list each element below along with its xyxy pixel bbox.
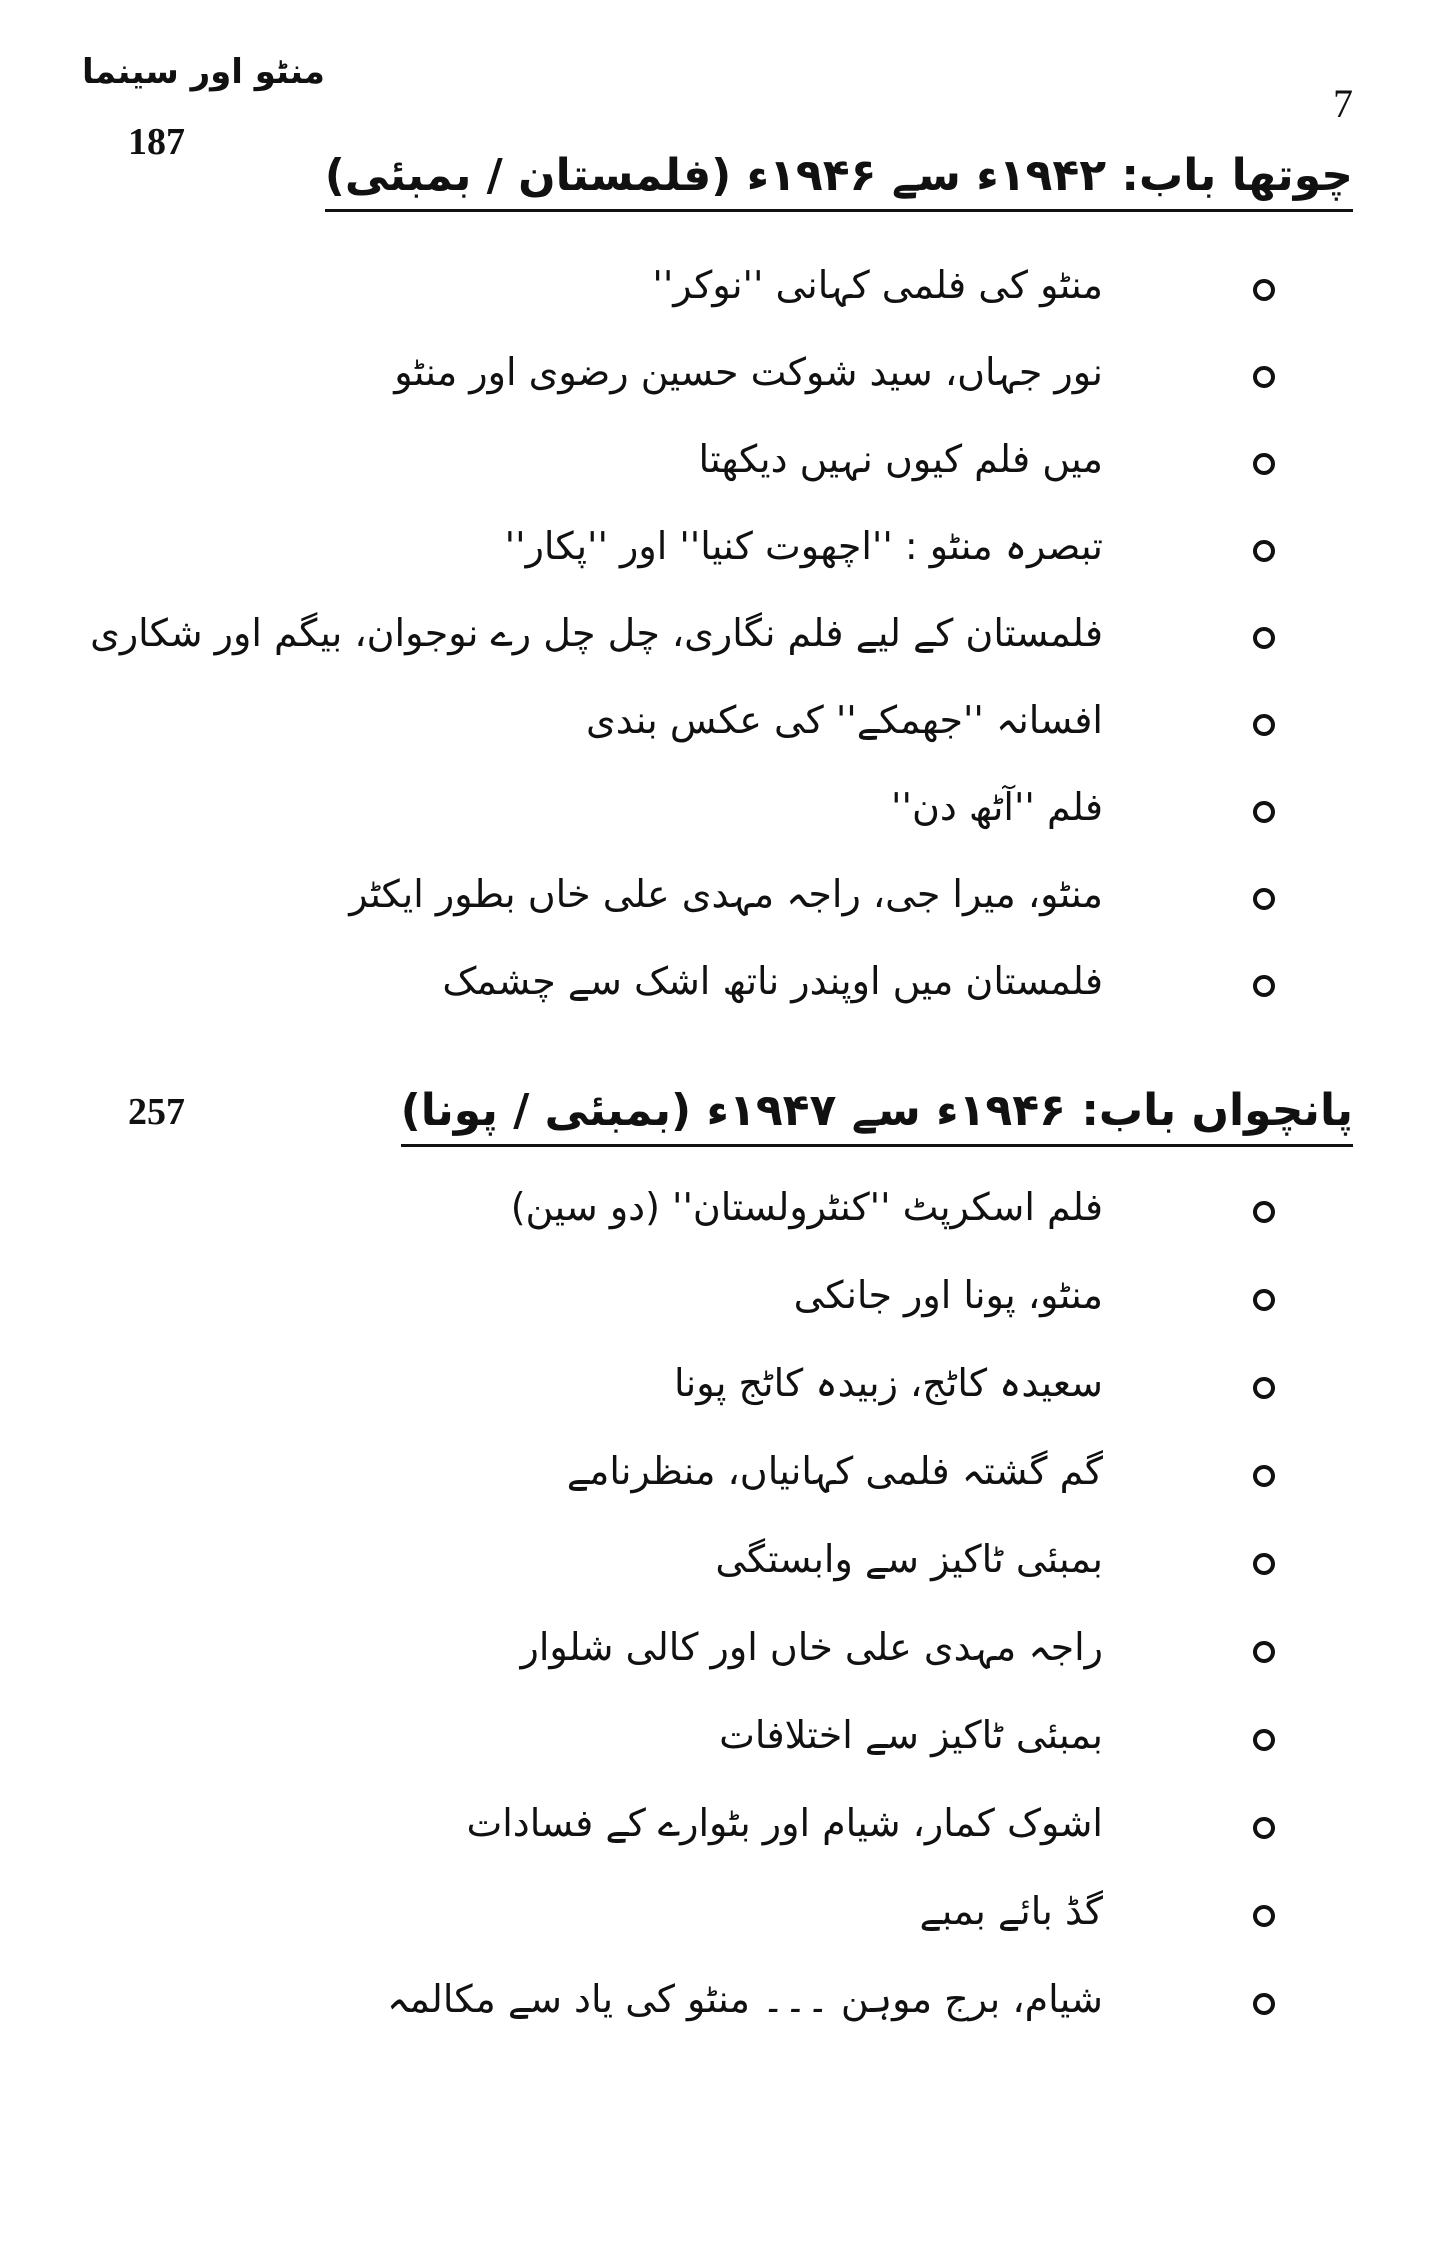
entry-text: میں فلم کیوں نہیں دیکھتا	[698, 437, 1103, 481]
chapter-5-heading: پانچواں باب: ۱۹۴۶ء سے ۱۹۴۷ء (بمبئی / پونا)	[401, 1085, 1353, 1147]
entry-text: منٹو کی فلمی کہانی ''نوکر''	[652, 263, 1103, 307]
entry-text: بمبئی ٹاکیز سے اختلافات	[719, 1713, 1103, 1757]
circle-bullet-icon	[1253, 1465, 1275, 1487]
toc-entry	[0, 603, 1445, 687]
entry-text: فلم ''آٹھ دن''	[891, 785, 1103, 829]
toc-entry	[0, 1265, 1445, 1349]
toc-entry	[0, 516, 1445, 600]
entry-text: فلم اسکرپٹ ''کنٹرولستان'' (دو سین)	[510, 1185, 1103, 1229]
entry-text: منٹو، پونا اور جانکی	[793, 1273, 1103, 1317]
entry-text: گڈ بائے بمبے	[919, 1889, 1103, 1933]
chapter-4-page: 187	[128, 121, 185, 163]
entry-text: افسانہ ''جھمکے'' کی عکس بندی	[586, 698, 1103, 742]
entry-text: راجہ مہدی علی خاں اور کالی شلوار	[520, 1625, 1103, 1669]
circle-bullet-icon	[1253, 801, 1275, 823]
toc-entry	[0, 1881, 1445, 1965]
toc-entry	[0, 1969, 1445, 2053]
circle-bullet-icon	[1253, 1201, 1275, 1223]
toc-entry	[0, 777, 1445, 861]
entry-text: فلمستان کے لیے فلم نگاری، چل چل رے نوجوان، بیگم اور شکاری	[90, 611, 1103, 655]
entry-text: اشوک کمار، شیام اور بٹوارے کے فسادات	[466, 1801, 1103, 1845]
circle-bullet-icon	[1253, 714, 1275, 736]
circle-bullet-icon	[1253, 1289, 1275, 1311]
entry-text: فلمستان میں اوپندر ناتھ اشک سے چشمک	[442, 959, 1103, 1003]
toc-entry	[0, 690, 1445, 774]
entry-text: منٹو، میرا جی، راجہ مہدی علی خاں بطور ایکٹر	[349, 872, 1103, 916]
toc-entry	[0, 1353, 1445, 1437]
toc-entry	[0, 1441, 1445, 1525]
circle-bullet-icon	[1253, 1641, 1275, 1663]
circle-bullet-icon	[1253, 1905, 1275, 1927]
circle-bullet-icon	[1253, 453, 1275, 475]
circle-bullet-icon	[1253, 366, 1275, 388]
chapter-5-page: 257	[128, 1091, 185, 1133]
page-number: 7	[1333, 81, 1353, 126]
toc-entry	[0, 951, 1445, 1035]
chapter-4-heading: چوتھا باب: ۱۹۴۲ء سے ۱۹۴۶ء (فلمستان / بمبئی)	[325, 150, 1353, 212]
circle-bullet-icon	[1253, 540, 1275, 562]
entry-text: نور جہاں، سید شوکت حسین رضوی اور منٹو	[394, 350, 1103, 394]
toc-entry	[0, 1617, 1445, 1701]
toc-entry	[0, 342, 1445, 426]
circle-bullet-icon	[1253, 975, 1275, 997]
entry-text: شیام، برج موہن ۔۔۔ منٹو کی یاد سے مکالمہ	[387, 1977, 1103, 2021]
toc-entry	[0, 864, 1445, 948]
circle-bullet-icon	[1253, 1553, 1275, 1575]
circle-bullet-icon	[1253, 1993, 1275, 2015]
entry-text: بمبئی ٹاکیز سے وابستگی	[715, 1537, 1103, 1581]
toc-entry	[0, 1529, 1445, 1613]
circle-bullet-icon	[1253, 888, 1275, 910]
circle-bullet-icon	[1253, 279, 1275, 301]
toc-entry	[0, 1705, 1445, 1789]
circle-bullet-icon	[1253, 1729, 1275, 1751]
circle-bullet-icon	[1253, 1377, 1275, 1399]
circle-bullet-icon	[1253, 627, 1275, 649]
toc-entry	[0, 1177, 1445, 1261]
entry-text: تبصرہ منٹو : ''اچھوت کنیا'' اور ''پکار''	[504, 524, 1103, 568]
toc-entry	[0, 429, 1445, 513]
entry-text: سعیدہ کاٹج، زبیدہ کاٹج پونا	[674, 1361, 1103, 1405]
entry-text: گم گشتہ فلمی کہانیاں، منظرنامے	[566, 1449, 1103, 1493]
circle-bullet-icon	[1253, 1817, 1275, 1839]
toc-entry	[0, 1793, 1445, 1877]
running-head: منٹو اور سینما	[82, 52, 325, 92]
toc-entry	[0, 255, 1445, 339]
